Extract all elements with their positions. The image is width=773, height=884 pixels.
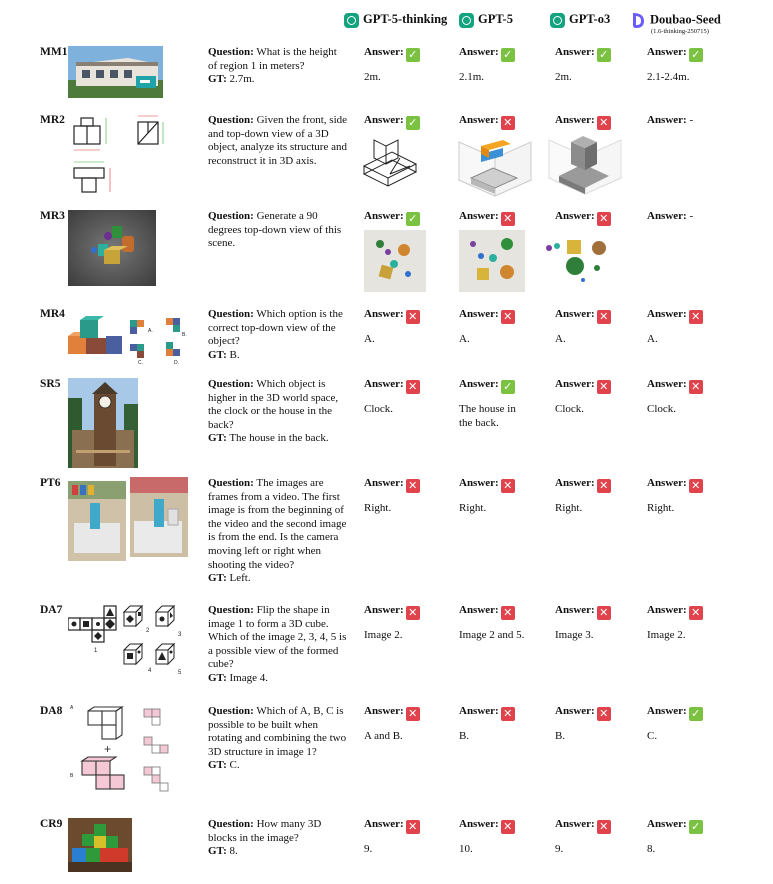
- svg-text:B: B: [70, 773, 74, 779]
- correct-check-icon: ✓: [406, 212, 420, 226]
- svg-text:B.: B.: [182, 332, 187, 338]
- svg-text:A: A: [70, 705, 74, 711]
- answer-doubao: Answer: ✓ 2.1-2.4m.: [647, 46, 747, 85]
- wrong-cross-icon: ✕: [689, 310, 703, 324]
- row-id: CR9: [40, 818, 63, 830]
- svg-text:C.: C.: [138, 360, 143, 366]
- question-text: Question: Given the front, side and top-down view of a 3D object, analyze its structure and reconstruct it in 3D axis.: [208, 114, 348, 167]
- row-id: DA7: [40, 604, 63, 616]
- wrong-cross-icon: ✕: [689, 380, 703, 394]
- answer-gpt5-thinking: Answer: ✕ A and B.: [364, 705, 464, 744]
- correct-check-icon: ✓: [406, 48, 420, 62]
- block-object-with-options: [68, 308, 188, 366]
- wrong-cross-icon: ✕: [501, 606, 515, 620]
- correct-check-icon: ✓: [501, 48, 515, 62]
- answer-gpt5: Answer: ✕ B.: [459, 705, 559, 744]
- wrong-cross-icon: ✕: [597, 380, 611, 394]
- answer-gpt-o3: Answer: ✕: [555, 114, 655, 204]
- row-id: SR5: [40, 378, 61, 390]
- row-id: MR3: [40, 210, 65, 222]
- svg-text:+: +: [104, 742, 112, 756]
- openai-logo-icon: [344, 13, 359, 28]
- answer-doubao: Answer: -: [647, 210, 694, 222]
- row-id: MM1: [40, 46, 68, 58]
- answer-gpt-o3: Answer: ✕ 9.: [555, 818, 655, 857]
- answer-doubao: Answer: ✓ 8.: [647, 818, 747, 857]
- answer-gpt-o3: Answer: ✕ Clock.: [555, 378, 655, 417]
- wrong-cross-icon: ✕: [406, 820, 420, 834]
- no-answer-mark: -: [689, 114, 694, 126]
- question-text: Question: Which object is higher in the 3D world space, the clock or the house in the back? GT: The house in the back.: [208, 378, 339, 445]
- wrong-cross-icon: ✕: [597, 479, 611, 493]
- answer-gpt-o3: Answer: ✓ 2m.: [555, 46, 655, 85]
- wireframe-reconstruction: [360, 136, 420, 194]
- wrong-cross-icon: ✕: [597, 606, 611, 620]
- wrong-cross-icon: ✕: [501, 116, 515, 130]
- answer-gpt5-thinking: Answer: ✕ Right.: [364, 477, 464, 516]
- blocks-photo: [68, 818, 132, 872]
- answer-doubao: Answer: ✕ A.: [647, 308, 747, 347]
- svg-text:1: 1: [94, 648, 98, 654]
- answer-gpt5: Answer: ✕ Image 2 and 5.: [459, 604, 525, 641]
- topdown-render: [543, 230, 623, 290]
- wrong-cross-icon: ✕: [501, 479, 515, 493]
- question-text: Question: The images are frames from a video. The first image is from the beginning of the video and the second image is from the end. Is the camera moving left or right when shooting the video? GT: Left.: [208, 477, 347, 585]
- wrong-cross-icon: ✕: [597, 820, 611, 834]
- answer-gpt5: Answer: ✓ The house in the back.: [459, 378, 516, 429]
- question-text: Question: Which of A, B, C is possible to be built when rotating and combining the two 3D structure in image 1? GT: C.: [208, 705, 347, 772]
- svg-text:D.: D.: [174, 360, 179, 366]
- question-text: Question: What is the height of region 1 in meters? GT: 2.7m.: [208, 46, 337, 86]
- answer-doubao: Answer: ✕ Image 2.: [647, 604, 747, 643]
- openai-logo-icon: [459, 13, 474, 28]
- answer-gpt-o3: Answer: ✕ A.: [555, 308, 655, 347]
- row-id: PT6: [40, 477, 61, 489]
- answer-gpt5-thinking: Answer: ✕ 9.: [364, 818, 464, 857]
- doubao-logo-icon: [631, 12, 646, 29]
- wrong-cross-icon: ✕: [597, 707, 611, 721]
- answer-gpt-o3: Answer: ✕: [555, 210, 655, 290]
- 3d-structure-puzzle: [68, 705, 178, 803]
- answer-gpt5-thinking: Answer: ✓: [364, 210, 464, 292]
- scene-render: [68, 210, 156, 286]
- correct-check-icon: ✓: [689, 707, 703, 721]
- wrong-cross-icon: ✕: [406, 380, 420, 394]
- clock-tower-photo: [68, 378, 138, 468]
- question-text: Question: Which option is the correct top-down view of the object? GT: B.: [208, 308, 343, 361]
- wrong-cross-icon: ✕: [501, 707, 515, 721]
- video-frames: [68, 477, 188, 563]
- answer-gpt-o3: Answer: ✕ Right.: [555, 477, 655, 516]
- answer-doubao: Answer: ✕ Right.: [647, 477, 747, 516]
- answer-gpt5: Answer: ✕: [459, 114, 559, 206]
- wrong-cross-icon: ✕: [406, 310, 420, 324]
- answer-gpt5-thinking: Answer: ✕ Image 2.: [364, 604, 464, 643]
- answer-gpt5: Answer: ✕ 10.: [459, 818, 559, 857]
- svg-text:A.: A.: [148, 328, 153, 334]
- topdown-render: [364, 230, 426, 292]
- wrong-cross-icon: ✕: [597, 116, 611, 130]
- answer-gpt5-thinking: Answer: ✕ Clock.: [364, 378, 464, 417]
- wrong-cross-icon: ✕: [406, 479, 420, 493]
- model-header-gpt-o3: GPT-o3: [550, 12, 610, 46]
- question-text: Question: Generate a 90 degrees top-down view of this scene.: [208, 210, 342, 250]
- wrong-cross-icon: ✕: [597, 212, 611, 226]
- question-text: Question: Flip the shape in image 1 to form a 3D cube. Which of the image 2, 3, 4, 5 is a possible view of the formed cube? GT: Image 4.: [208, 604, 347, 684]
- wrong-cross-icon: ✕: [406, 606, 420, 620]
- answer-doubao: Answer: ✓ C.: [647, 705, 747, 744]
- wrong-cross-icon: ✕: [501, 820, 515, 834]
- svg-text:3: 3: [178, 632, 182, 638]
- building-photo: [68, 46, 163, 98]
- answer-gpt5-thinking: Answer: ✓: [364, 114, 464, 194]
- wrong-cross-icon: ✕: [501, 212, 515, 226]
- no-answer-mark: -: [689, 210, 694, 222]
- correct-check-icon: ✓: [597, 48, 611, 62]
- 3d-plot-reconstruction: [545, 134, 625, 204]
- svg-text:5: 5: [178, 670, 182, 676]
- answer-gpt5: Answer: ✕ A.: [459, 308, 559, 347]
- model-header-gpt5: GPT-5: [459, 12, 513, 46]
- wrong-cross-icon: ✕: [689, 606, 703, 620]
- answer-gpt5: Answer: ✕: [459, 210, 559, 292]
- 3d-plot-reconstruction: [455, 134, 535, 206]
- correct-check-icon: ✓: [406, 116, 420, 130]
- answer-gpt-o3: Answer: ✕ B.: [555, 705, 655, 744]
- model-header-doubao: Doubao-Seed (1.6-thinking-250715): [631, 12, 721, 46]
- answer-doubao: Answer: -: [647, 114, 694, 126]
- three-view-drawing: [68, 114, 178, 196]
- correct-check-icon: ✓: [689, 48, 703, 62]
- correct-check-icon: ✓: [501, 380, 515, 394]
- wrong-cross-icon: ✕: [501, 310, 515, 324]
- topdown-render: [459, 230, 525, 292]
- model-header-gpt5-thinking: GPT-5-thinking: [344, 12, 447, 46]
- row-id: MR2: [40, 114, 65, 126]
- openai-logo-icon: [550, 13, 565, 28]
- row-id: MR4: [40, 308, 65, 320]
- answer-doubao: Answer: ✕ Clock.: [647, 378, 747, 417]
- wrong-cross-icon: ✕: [597, 310, 611, 324]
- svg-text:2: 2: [146, 628, 150, 634]
- answer-gpt5-thinking: Answer: ✕ A.: [364, 308, 464, 347]
- answer-gpt5: Answer: ✓ 2.1m.: [459, 46, 559, 85]
- question-text: Question: How many 3D blocks in the image? GT: 8.: [208, 818, 322, 858]
- wrong-cross-icon: ✕: [689, 479, 703, 493]
- wrong-cross-icon: ✕: [406, 707, 420, 721]
- svg-text:4: 4: [148, 668, 152, 674]
- cube-net-puzzle: [68, 604, 188, 682]
- answer-gpt-o3: Answer: ✕ Image 3.: [555, 604, 655, 643]
- correct-check-icon: ✓: [689, 820, 703, 834]
- row-id: DA8: [40, 705, 63, 717]
- answer-gpt5: Answer: ✕ Right.: [459, 477, 559, 516]
- answer-gpt5-thinking: Answer: ✓ 2m.: [364, 46, 464, 85]
